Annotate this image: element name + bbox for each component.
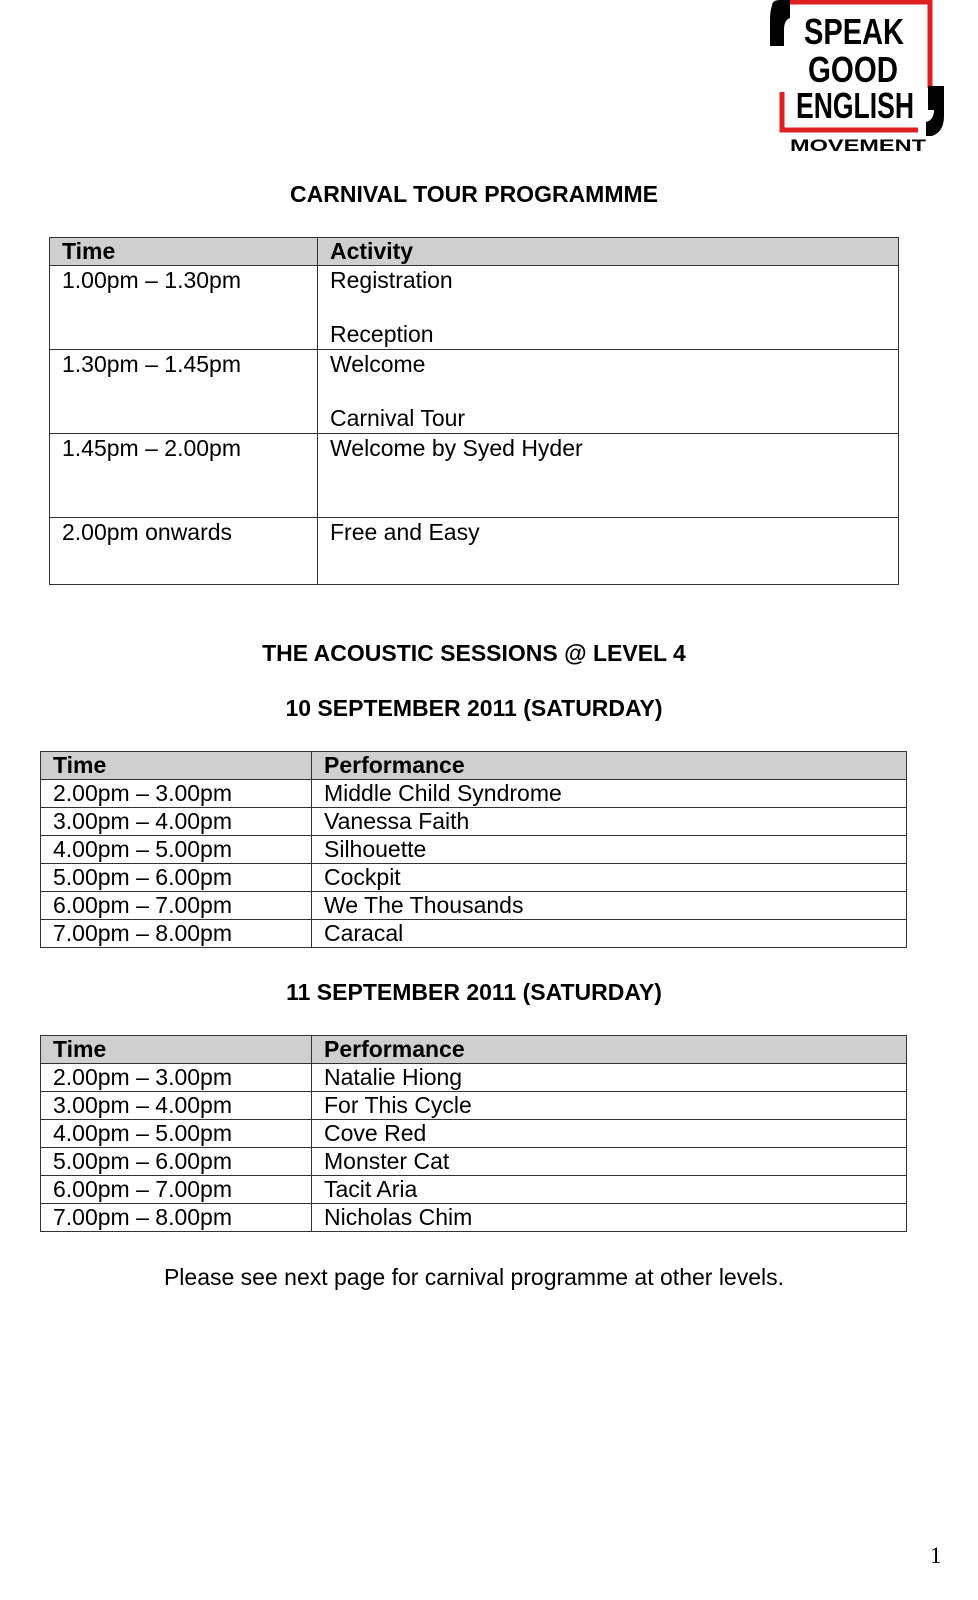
column-header-time: Time — [50, 238, 318, 266]
performer-cell: Caracal — [312, 920, 907, 948]
day2-performance-table — [40, 1035, 907, 1232]
table-row — [41, 1204, 907, 1232]
table-row — [50, 266, 899, 350]
table-row — [41, 836, 907, 864]
time-cell: 3.00pm – 4.00pm — [41, 1092, 312, 1120]
time-cell: 1.30pm – 1.45pm — [50, 350, 318, 434]
table-row — [41, 1092, 907, 1120]
activity-cell — [318, 266, 899, 350]
performer-cell: For This Cycle — [312, 1092, 907, 1120]
activity-text: Free and Easy — [330, 519, 480, 545]
table-row — [41, 892, 907, 920]
acoustic-sessions-title: THE ACOUSTIC SESSIONS @ LEVEL 4 — [262, 640, 686, 666]
time-cell: 3.00pm – 4.00pm — [41, 808, 312, 836]
table-header-row — [50, 238, 899, 266]
table-row — [41, 864, 907, 892]
activity-text: Welcome by Syed Hyder — [330, 435, 583, 461]
table-row — [50, 434, 899, 518]
performer-cell: Silhouette — [312, 836, 907, 864]
time-cell: 5.00pm – 6.00pm — [41, 864, 312, 892]
column-header-time: Time — [41, 752, 312, 780]
time-cell: 7.00pm – 8.00pm — [41, 920, 312, 948]
column-header-performance: Performance — [312, 752, 907, 780]
carnival-title: CARNIVAL TOUR PROGRAMMME — [290, 181, 658, 207]
activity-text-secondary: Carnival Tour — [330, 405, 466, 431]
day2-date-title: 11 SEPTEMBER 2011 (SATURDAY) — [286, 979, 662, 1005]
time-cell: 2.00pm – 3.00pm — [41, 1064, 312, 1092]
table-row — [41, 1148, 907, 1176]
day1-performance-table — [40, 751, 907, 948]
performer-cell: Vanessa Faith — [312, 808, 907, 836]
table-row — [41, 1176, 907, 1204]
performer-cell: Cove Red — [312, 1120, 907, 1148]
speak-good-english-logo — [768, 0, 950, 160]
performer-cell: Natalie Hiong — [312, 1064, 907, 1092]
activity-cell — [318, 434, 899, 518]
time-cell: 4.00pm – 5.00pm — [41, 836, 312, 864]
table-row — [50, 518, 899, 585]
table-row — [41, 1120, 907, 1148]
activity-text: Registration — [330, 267, 453, 293]
time-cell: 2.00pm onwards — [50, 518, 318, 585]
table-row — [41, 780, 907, 808]
table-header-row — [41, 752, 907, 780]
time-cell: 2.00pm – 3.00pm — [41, 780, 312, 808]
activity-text-secondary: Reception — [330, 321, 434, 347]
time-cell: 1.45pm – 2.00pm — [50, 434, 318, 518]
column-header-performance: Performance — [312, 1036, 907, 1064]
time-cell: 5.00pm – 6.00pm — [41, 1148, 312, 1176]
page-number: 1 — [930, 1543, 942, 1568]
time-cell: 4.00pm – 5.00pm — [41, 1120, 312, 1148]
table-row — [50, 350, 899, 434]
time-cell: 7.00pm – 8.00pm — [41, 1204, 312, 1232]
performer-cell: Monster Cat — [312, 1148, 907, 1176]
logo-line-movement: MOVEMENT — [790, 136, 927, 155]
time-cell: 6.00pm – 7.00pm — [41, 1176, 312, 1204]
logo-line-english: ENGLISH — [796, 85, 914, 126]
column-header-time: Time — [41, 1036, 312, 1064]
table-row — [41, 920, 907, 948]
logo-line-good: GOOD — [808, 49, 898, 90]
time-cell: 6.00pm – 7.00pm — [41, 892, 312, 920]
day1-date-title: 10 SEPTEMBER 2011 (SATURDAY) — [285, 695, 663, 721]
performer-cell: Nicholas Chim — [312, 1204, 907, 1232]
performer-cell: Middle Child Syndrome — [312, 780, 907, 808]
logo-line-speak: SPEAK — [804, 11, 905, 52]
performer-cell: Cockpit — [312, 864, 907, 892]
performer-cell: We The Thousands — [312, 892, 907, 920]
activity-cell — [318, 518, 899, 585]
table-row — [41, 808, 907, 836]
time-cell: 1.00pm – 1.30pm — [50, 266, 318, 350]
performer-cell: Tacit Aria — [312, 1176, 907, 1204]
activity-cell — [318, 350, 899, 434]
carnival-schedule-table — [49, 237, 899, 585]
activity-text: Welcome — [330, 351, 426, 377]
next-page-note: Please see next page for carnival programme at other levels. — [163, 1264, 785, 1290]
table-row — [41, 1064, 907, 1092]
column-header-activity: Activity — [318, 238, 899, 266]
table-header-row — [41, 1036, 907, 1064]
